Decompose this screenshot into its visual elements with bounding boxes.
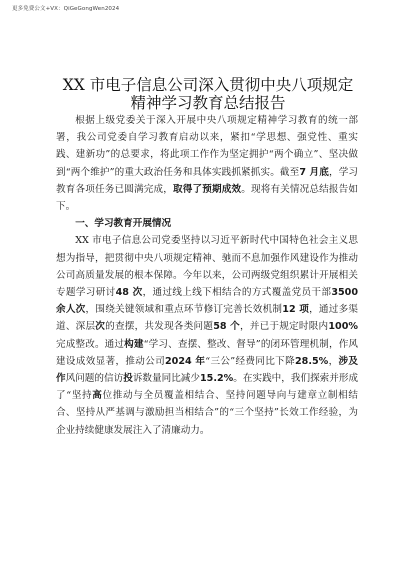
intro-paragraph: 根据上级党委关于深入开展中央八项规定精神学习教育的统一部署，我公司党委自学习教育启动以来，紧扣“学思想、强党性、重实践、建新功”的总要求，将此项工作作为坚定拥护“两个确立”、坚决做到“两个维护”的重大政治任务和具体实践抓紧抓实。截至7 月底，学习教育各项任务已圆满完成，取得了预期成效。现将有关情况总结报告如下。 [56, 115, 359, 213]
watermark-text: 更多免费公文+VX：QiGeGongWen2024 [12, 6, 120, 12]
document-title: XX 市电子信息公司深入贯彻中央八项规定精神学习教育总结报告 [62, 76, 354, 112]
document-body [56, 112, 358, 439]
section-paragraph: XX 市电子信息公司党委坚持以习近平新时代中国特色社会主义思想为指导，把贯彻中央八项规定精神、驰而不息加强作风建设作为推动公司高质量发展的根本保障。今年以来，公司两级党组织累计开展相关专题学习研讨48 次，通过线上线下相结合的方式覆盖党员干部3500 余人次，围绕关键领域和重点环节修订完善长效机制12 项，通过多渠道、深层次的查摆，共发现各类问题58 个，并已于规定时限内100%完成整改。通过构建“学习、查摆、整改、督导”的闭环管理机制，作风建设成效显著，推动公司2024 年“三公”经费同比下降28.5%，涉及作风问题的信访投诉数量同比减少15.2%。在实践中，我们探索并形成了“坚持高位推动与全员覆盖相结合、坚持问题导向与建章立制相结合、坚持从严基调与激励担当相结合”的“三个坚持”长效工作经验，为企业持续健康发展注入了清廉动力。 [56, 235, 359, 436]
section-heading: 一、学习教育开展情况 [75, 218, 172, 230]
